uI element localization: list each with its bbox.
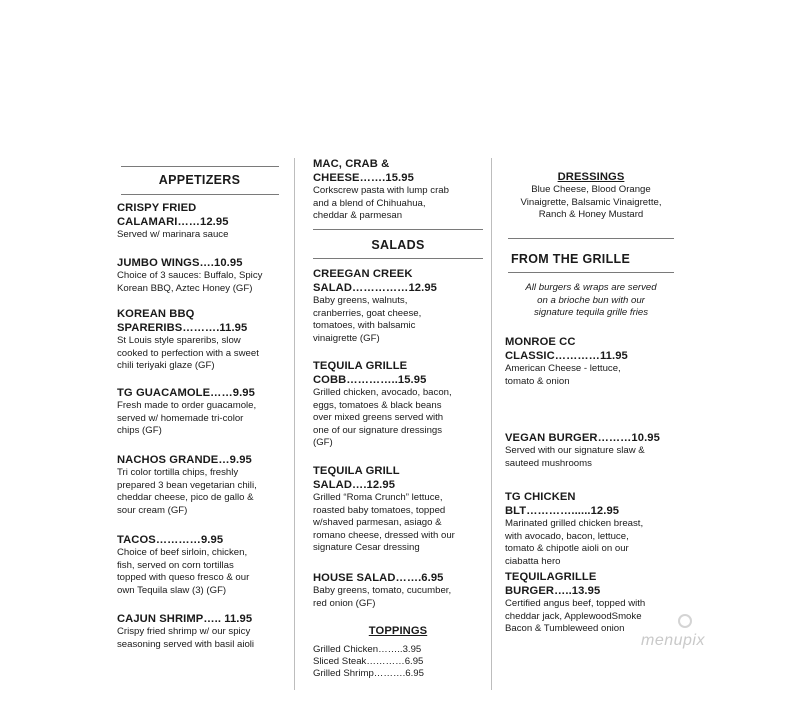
topping-row bbox=[313, 668, 493, 680]
item-description: Baby greens, tomato, cucumber, red onion (GF) bbox=[313, 585, 452, 609]
item-description: Crispy fried shrimp w/ our spicy seasoning served with basil aioli bbox=[117, 626, 255, 650]
salads-top-rule bbox=[313, 229, 483, 230]
appetizers-bottom-rule bbox=[121, 194, 279, 195]
item-description: Grilled “Roma Crunch” lettuce, roasted baby tomatoes, topped w/shaved parmesan, asiago & romano cheese, dressed with our signature Cesar dressing bbox=[313, 492, 455, 554]
item-description: Baby greens, walnuts, cranberries, goat cheese, tomatoes, with balsamic vinaigrette (GF) bbox=[313, 295, 422, 344]
item-description: Corkscrew pasta with lump crab and a blend of Chihuahua, cheddar & parmesan bbox=[313, 185, 449, 222]
item-description: St Louis style spareribs, slow cooked to perfection with a sweet chili teriyaki glaze (GF) bbox=[117, 335, 259, 372]
item-title: MAC, CRAB & CHEESE…….15.95 bbox=[313, 158, 414, 184]
item-title: CRISPY FRIED CALAMARI……12.95 bbox=[117, 202, 229, 228]
topping-name: Grilled Shrimp bbox=[313, 668, 374, 679]
menu-item-korean-bbq bbox=[117, 307, 282, 373]
menu-item-tg-guacamole bbox=[117, 386, 282, 438]
topping-name: Sliced Steak bbox=[313, 656, 367, 667]
grille-heading: FROM THE GRILLE bbox=[511, 252, 631, 266]
column-divider-left bbox=[294, 158, 295, 690]
item-title: TACOS…………9.95 bbox=[117, 534, 224, 546]
topping-row bbox=[313, 656, 493, 668]
item-description: Served with our signature slaw & sauteed mushrooms bbox=[505, 445, 645, 469]
item-title: TEQUILA GRILLE COBB…………..15.95 bbox=[313, 360, 427, 386]
menu-item-tacos bbox=[117, 533, 282, 597]
item-title: VEGAN BURGER………10.95 bbox=[505, 432, 660, 444]
grille-top-rule bbox=[508, 238, 674, 239]
toppings-heading: TOPPINGS bbox=[368, 625, 428, 637]
dressings-section bbox=[505, 170, 677, 222]
menu-item-house-salad bbox=[313, 571, 493, 610]
grille-note bbox=[505, 282, 677, 320]
item-title: JUMBO WINGS….10.95 bbox=[117, 257, 243, 269]
item-description: Served w/ marinara sauce bbox=[117, 229, 229, 240]
menu-item-calamari bbox=[117, 201, 282, 242]
menu-item-monroe-cc-classic bbox=[505, 335, 677, 388]
topping-dots: ………. bbox=[373, 668, 406, 679]
item-title: HOUSE SALAD…….6.95 bbox=[313, 572, 444, 584]
item-description: Choice of beef sirloin, chicken, fish, served on corn tortillas topped with queso fresco & our own Tequila slaw (3) (GF) bbox=[117, 547, 250, 596]
dressings-text: Blue Cheese, Blood Orange Vinaigrette, Balsamic Vinaigrette, Ranch & Honey Mustard bbox=[520, 184, 662, 221]
topping-price: 6.95 bbox=[404, 656, 424, 667]
menu-item-tequila-grill-salad bbox=[313, 464, 493, 555]
item-title: TG CHICKEN BLT…………......12.95 bbox=[505, 491, 620, 517]
grille-bottom-rule bbox=[508, 272, 674, 273]
menupix-logo-icon bbox=[678, 614, 692, 628]
item-title: TEQUILA GRILL SALAD….12.95 bbox=[313, 465, 400, 491]
appetizers-heading: APPETIZERS bbox=[158, 173, 241, 187]
item-title: CREEGAN CREEK SALAD……………12.95 bbox=[313, 268, 437, 294]
item-description: Certified angus beef, topped with cheddar jack, ApplewoodSmoke Bacon & Tumbleweed onion bbox=[505, 598, 646, 635]
item-title: CAJUN SHRIMP….. 11.95 bbox=[117, 613, 253, 625]
item-description: Choice of 3 sauces: Buffalo, Spicy Korean BBQ, Aztec Honey (GF) bbox=[117, 270, 263, 294]
dressings-heading: DRESSINGS bbox=[557, 171, 625, 183]
menu-item-jumbo-wings bbox=[117, 256, 282, 295]
item-title: MONROE CC CLASSIC…………11.95 bbox=[505, 336, 628, 362]
toppings-section bbox=[313, 624, 493, 680]
menu-item-nachos-grande bbox=[117, 453, 282, 517]
menu-item-vegan-burger bbox=[505, 431, 677, 470]
topping-dots: …….. bbox=[378, 644, 403, 655]
menu-item-tequilagrille-burger bbox=[505, 570, 677, 636]
item-description: Marinated grilled chicken breast, with avocado, bacon, lettuce, tomato & chipotle aioli on our ciabatta hero bbox=[505, 518, 644, 567]
item-title: NACHOS GRANDE…9.95 bbox=[117, 454, 252, 466]
grille-note-text: All burgers & wraps are served on a brioche bun with our signature tequila grille fries bbox=[525, 282, 657, 319]
topping-dots: ………… bbox=[366, 656, 405, 667]
item-description: American Cheese - lettuce, tomato & onion bbox=[505, 363, 621, 387]
menu-item-tequila-grille-cobb bbox=[313, 359, 493, 450]
item-description: Grilled chicken, avocado, bacon, eggs, tomatoes & black beans over mixed greens served with one of our signature dressings (GF) bbox=[313, 387, 452, 449]
menupix-watermark: menupix bbox=[641, 632, 705, 649]
topping-row bbox=[313, 644, 493, 656]
item-title: KOREAN BBQ SPARERIBS……….11.95 bbox=[117, 308, 248, 334]
salads-heading: SALADS bbox=[371, 238, 425, 252]
menu-item-mac-crab-cheese bbox=[313, 157, 493, 223]
topping-price: 3.95 bbox=[402, 644, 422, 655]
topping-price: 6.95 bbox=[405, 668, 424, 679]
item-title: TEQUILAGRILLE BURGER…..13.95 bbox=[505, 571, 601, 597]
item-description: Tri color tortilla chips, freshly prepared 3 bean vegetarian chili, cheddar cheese, pico de gallo & sour cream (GF) bbox=[117, 467, 257, 516]
topping-name: Grilled Chicken bbox=[313, 644, 379, 655]
salads-bottom-rule bbox=[313, 258, 483, 259]
menu-item-tg-chicken-blt bbox=[505, 490, 677, 568]
menu-item-cajun-shrimp bbox=[117, 612, 282, 651]
item-title: TG GUACAMOLE……9.95 bbox=[117, 387, 255, 399]
item-description: Fresh made to order guacamole, served w/ homemade tri-color chips (GF) bbox=[117, 400, 257, 437]
menu-item-creegan-creek bbox=[313, 267, 493, 345]
appetizers-top-rule bbox=[121, 166, 279, 167]
